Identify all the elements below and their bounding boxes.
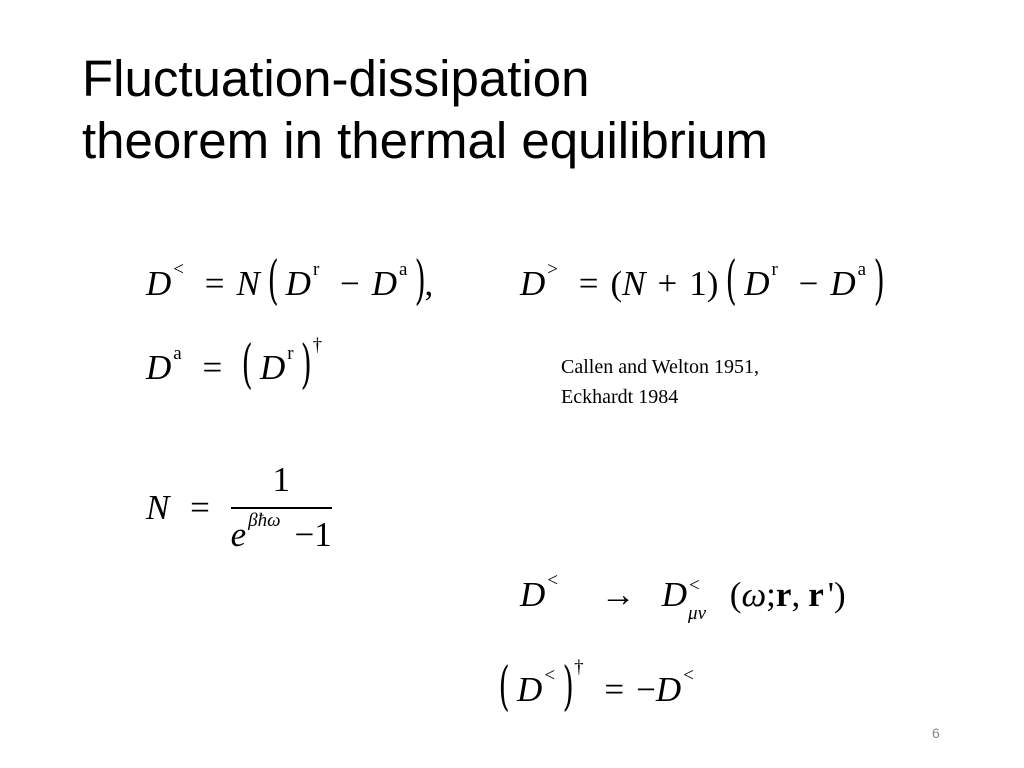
eq4-numerator: 1 xyxy=(272,460,290,499)
eq1-d-retarded: D xyxy=(285,264,311,303)
eq2-d-retarded: D xyxy=(744,264,770,303)
eq4-exponent: βħω xyxy=(248,510,281,531)
title-line-2: theorem in thermal equilibrium xyxy=(82,112,768,169)
eq2-d-retarded-sup: r xyxy=(771,259,778,280)
eq1-lhs-sup: < xyxy=(173,259,184,280)
eq3-equals: = xyxy=(202,348,223,387)
eq5-d-tensor: D xyxy=(661,575,688,614)
eq3-dagger: † xyxy=(312,335,323,356)
eq5-r: r xyxy=(775,575,792,614)
eq3-d-retarded: D xyxy=(260,348,286,387)
eq6-neg: − xyxy=(636,670,656,709)
eq5-d: D xyxy=(520,575,546,614)
eq6-d2: D xyxy=(655,670,682,709)
eq4-n: N xyxy=(146,488,170,528)
eq5-omega: ω xyxy=(741,575,767,614)
eq2-d-advanced-sup: a xyxy=(857,259,867,280)
equation-lesser-hermiticity xyxy=(498,657,694,717)
eq1-close-paren: ) xyxy=(414,251,426,311)
equation-greater-function xyxy=(520,251,885,311)
equation-lesser-function xyxy=(146,251,434,311)
eq6-d2-sup: < xyxy=(683,665,694,686)
citation-line-2: Eckhardt 1984 xyxy=(561,386,679,408)
eq5-comma: , xyxy=(791,575,801,614)
eq5-close: ) xyxy=(834,575,846,614)
eq5-open: ( xyxy=(729,575,742,614)
eq2-n: N xyxy=(622,264,646,303)
eq2-d-advanced: D xyxy=(830,264,856,303)
eq2-lhs: D xyxy=(520,264,546,303)
eq3-lhs-sup: a xyxy=(173,343,182,364)
citation xyxy=(561,352,759,412)
eq2-close-paren: ) xyxy=(873,251,885,311)
eq4-minus-one: −1 xyxy=(294,515,332,554)
eq5-prime: ' xyxy=(827,575,835,614)
eq2-factor-close: ) xyxy=(706,264,719,303)
eq4-e: e xyxy=(230,515,247,554)
eq1-open-paren: ( xyxy=(267,251,279,311)
eq1-minus: − xyxy=(340,264,360,303)
eq1-lhs: D xyxy=(146,264,172,303)
eq6-close-paren: ) xyxy=(562,657,574,717)
eq3-close-paren: ) xyxy=(300,335,313,395)
eq3-lhs: D xyxy=(146,348,172,387)
eq4-fraction xyxy=(231,462,332,552)
eq2-equals: = xyxy=(578,264,599,303)
eq6-dagger: † xyxy=(574,657,584,678)
eq6-d: D xyxy=(517,670,543,709)
eq3-d-retarded-sup: r xyxy=(287,343,294,364)
equation-generalization: D < → D < μν (ω;r, r ') xyxy=(520,570,846,624)
eq1-d-retarded-sup: r xyxy=(312,259,320,280)
eq1-d-advanced: D xyxy=(371,264,398,303)
eq2-minus: − xyxy=(798,264,819,303)
eq5-arrow: → xyxy=(600,575,636,614)
eq1-comma: , xyxy=(424,264,434,303)
eq2-one: 1 xyxy=(689,264,707,303)
title-line-1: Fluctuation-dissipation xyxy=(82,50,590,107)
eq6-open-paren: ( xyxy=(498,657,510,717)
citation-line-1: Callen and Welton 1951, xyxy=(561,356,759,378)
page-number: 6 xyxy=(932,725,940,741)
eq5-semicolon: ; xyxy=(766,575,776,614)
eq6-d-sup: < xyxy=(544,665,556,686)
eq5-d-sup: < xyxy=(547,570,558,591)
eq5-r-prime: r xyxy=(808,575,824,614)
eq3-open-paren: ( xyxy=(241,335,253,395)
slide-title xyxy=(82,48,982,172)
eq4-denominator xyxy=(231,507,332,552)
eq1-equals: = xyxy=(204,264,225,303)
eq2-lhs-sup: > xyxy=(547,259,558,280)
equation-bose-einstein xyxy=(146,460,332,556)
equation-advanced-retarded-relation xyxy=(146,335,323,395)
eq2-factor-open: ( xyxy=(610,264,623,303)
eq4-equals: = xyxy=(190,488,210,528)
eq1-d-advanced-sup: a xyxy=(399,259,408,280)
eq2-plus: + xyxy=(657,264,678,303)
eq6-equals: = xyxy=(604,670,625,709)
eq2-open-paren: ( xyxy=(725,251,737,311)
eq1-n: N xyxy=(236,264,260,303)
